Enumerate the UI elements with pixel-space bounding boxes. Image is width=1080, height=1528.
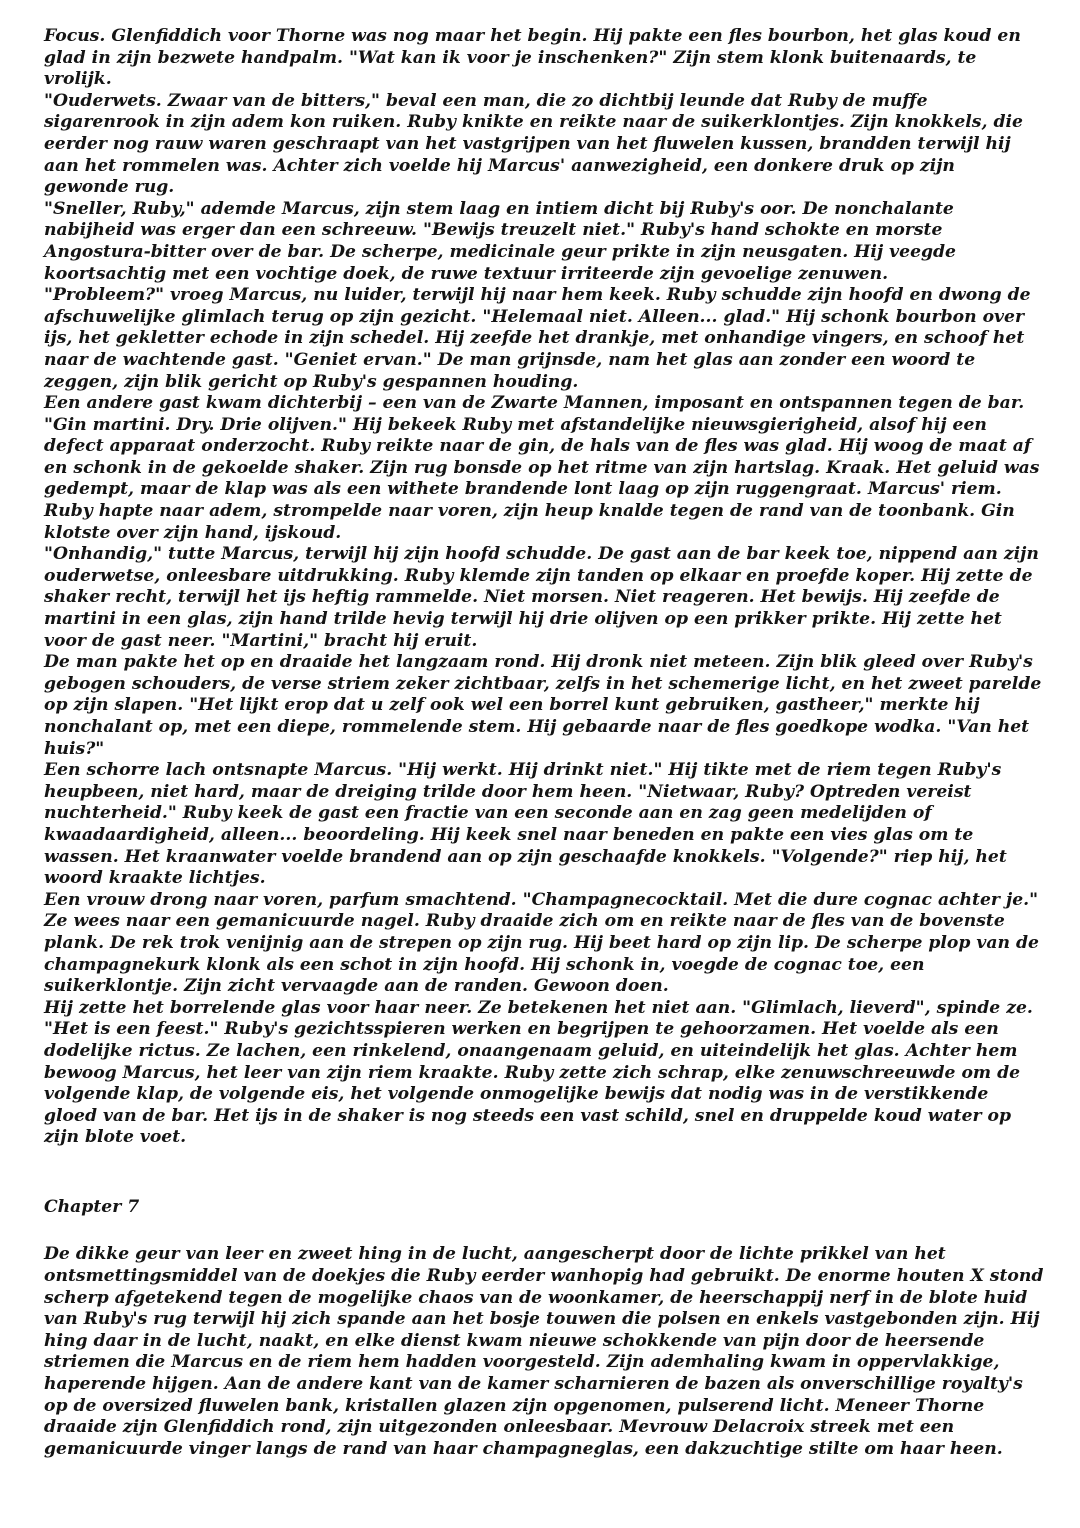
- paragraph: Focus. Glenfiddich voor Thorne was nog maar het begin. Hij pakte een fles bourbon, het glas koud en glad in zijn bezwete handpalm. "Wat kan ik voor je inschenken?" Zijn stem klonk buitenaards, te vrolijk.: [44, 26, 1021, 90]
- paragraph: Een schorre lach ontsnapte Marcus. "Hij werkt. Hij drinkt niet." Hij tikte met de riem tegen Ruby's heupbeen, niet hard, maar de dreiging trilde door hem heen. "Nietwaar, Ruby? Optreden vereist nuchterheid." Ruby keek de gast een fractie van een seconde aan en zag geen medelijden of kwaadaardigheid, alleen... beoordeling. Hij keek snel naar beneden en pakte een vies glas om te wassen. Het kraanwater voelde brandend aan op zijn geschaafde knokkels. "Volgende?" riep hij, het woord kraakte lichtjes.: [44, 760, 1007, 889]
- chapter-title: Chapter 7: [44, 1196, 140, 1217]
- paragraph: "Sneller, Ruby," ademde Marcus, zijn stem laag en intiem dicht bij Ruby's oor. De nonchalante nabijheid was erger dan een schreeuw. "Bewijs treuzelt niet." Ruby's hand schokte en morste Angostura-bitter over de bar. De scherpe, medicinale geur prikte in zijn neusgaten. Hij veegde koortsachtig met een vochtige doek, de ruwe textuur irriteerde zijn gevoelige zenuwen.: [44, 198, 956, 284]
- paragraph: De dikke geur van leer en zweet hing in de lucht, aangescherpt door de lichte prikkel van het ontsmettingsmiddel van de doekjes die Ruby eerder wanhopig had gebruikt. De enorme houten X stond scherp afgetekend tegen de mogelijke chaos van de woonkamer, de heerschappij nerf in de blote huid van Ruby's rug terwijl hij zich spande aan het bosje touwen die polsen en enkels vastgebonden zijn. Hij hing daar in de lucht, naakt, en elke dienst kwam nieuwe schokkende van pijn door de heersende striemen die Marcus en de riem hem hadden voorgesteld. Zijn ademhaling kwam in oppervlakkige, haperende hijgen. Aan de andere kant van de kamer scharnieren de bazen als onverschillige royalty's op de oversized fluwelen bank, kristallen glazen zijn opgenomen, pulserend licht. Meneer Thorne draaide zijn Glenfiddich rond, zijn uitgezonden onleesbaar. Mevrouw Delacroix streek met een gemanicuurde vinger langs de rand van haar champagneglas, een dakzuchtige stilte om haar heen.: [44, 1244, 1044, 1459]
- paragraph: Hij zette het borrelende glas voor haar neer. Ze betekenen het niet aan. "Glimlach, lieverd", spinde ze. "Het is een feest." Ruby's gezichtsspieren werken en begrijpen te gehoorzamen. Het voelde als een dodelijke rictus. Ze lachen, een rinkelend, onaangenaam geluid, en uiteindelijk het glas. Achter hem bewoog Marcus, het leer van zijn riem kraakte. Ruby zette zich schrap, elke zenuwschreeuwde om de volgende klap, de volgende eis, het volgende onmogelijke bewijs dat nodig was in de verstikkende gloed van de bar. Het ijs in de shaker is nog steeds een vast schild, snel en druppelde koud water op zijn blote voet.: [44, 997, 1033, 1148]
- document-page: [44, 26, 1044, 1460]
- paragraph: "Probleem?" vroeg Marcus, nu luider, terwijl hij naar hem keek. Ruby schudde zijn hoofd en dwong de afschuwelijke glimlach terug op zijn gezicht. "Helemaal niet. Alleen... glad." Hij schonk bourbon over ijs, het gekletter echode in zijn schedel. Hij zeefde het drankje, met onhandige vingers, en schoof het naar de wachtende gast. "Geniet ervan." De man grijnsde, nam het glas aan zonder een woord te zeggen, zijn blik gericht op Ruby's gespannen houding.: [44, 285, 1031, 392]
- paragraph: "Onhandig," tutte Marcus, terwijl hij zijn hoofd schudde. De gast aan de bar keek toe, nippend aan zijn ouderwetse, onleesbare uitdrukking. Ruby klemde zijn tanden op elkaar en proefde koper. Hij zette de shaker recht, terwijl het ijs heftig rammelde. Niet morsen. Niet reageren. Het bewijs. Hij zeefde de martini in een glas, zijn hand trilde hevig terwijl hij drie olijven op een prikker prikte. Hij zette het voor de gast neer. "Martini," bracht hij eruit.: [44, 544, 1039, 651]
- paragraph: Een vrouw drong naar voren, parfum smachtend. "Champagnecocktail. Met die dure cognac achter je." Ze wees naar een gemanicuurde nagel. Ruby draaide zich om en reikte naar de fles van de bovenste plank. De rek trok venijnig aan de strepen op zijn rug. Hij beet hard op zijn lip. De scherpe plop van de champagnekurk klonk als een schot in zijn hoofd. Hij schonk in, voegde de cognac toe, een suikerklontje. Zijn zicht vervaagde aan de randen. Gewoon doen.: [44, 889, 1039, 997]
- paragraph: "Ouderwets. Zwaar van de bitters," beval een man, die zo dichtbij leunde dat Ruby de muffe sigarenrook in zijn adem kon ruiken. Ruby knikte en reikte naar de suikerklontjes. Zijn knokkels, die eerder nog rauw waren geschraapt van het vastgrijpen van het fluwelen kussen, brandden terwijl hij aan het rommelen was. Achter zich voelde hij Marcus' aanwezigheid, een donkere druk op zijn gewonde rug.: [44, 90, 1023, 198]
- paragraph: Een andere gast kwam dichterbij – een van de Zwarte Mannen, imposant en ontspannen tegen de bar. "Gin martini. Dry. Drie olijven." Hij bekeek Ruby met afstandelijke nieuwsgierigheid, alsof hij een defect apparaat onderzocht. Ruby reikte naar de gin, de hals van de fles was glad. Hij woog de maat af en schonk in de gekoelde shaker. Zijn rug bonsde op het ritme van zijn hartslag. Kraak. Het geluid was gedempt, maar de klap was als een withete brandende lont laag op zijn ruggengraat. Marcus' riem. Ruby hapte naar adem, strompelde naar voren, zijn heup knalde tegen de rand van de toonbank. Gin klotste over zijn hand, ijskoud.: [44, 393, 1040, 543]
- paragraph: De man pakte het op en draaide het langzaam rond. Hij dronk niet meteen. Zijn blik gleed over Ruby's gebogen schouders, de verse striem zeker zichtbaar, zelfs in het schemerige licht, en het zweet parelde op zijn slapen. "Het lijkt erop dat u zelf ook wel een borrel kunt gebruiken, gastheer," merkte hij nonchalant op, met een diepe, rommelende stem. Hij gebaarde naar de fles goedkope wodka. "Van het huis?": [44, 652, 1042, 759]
